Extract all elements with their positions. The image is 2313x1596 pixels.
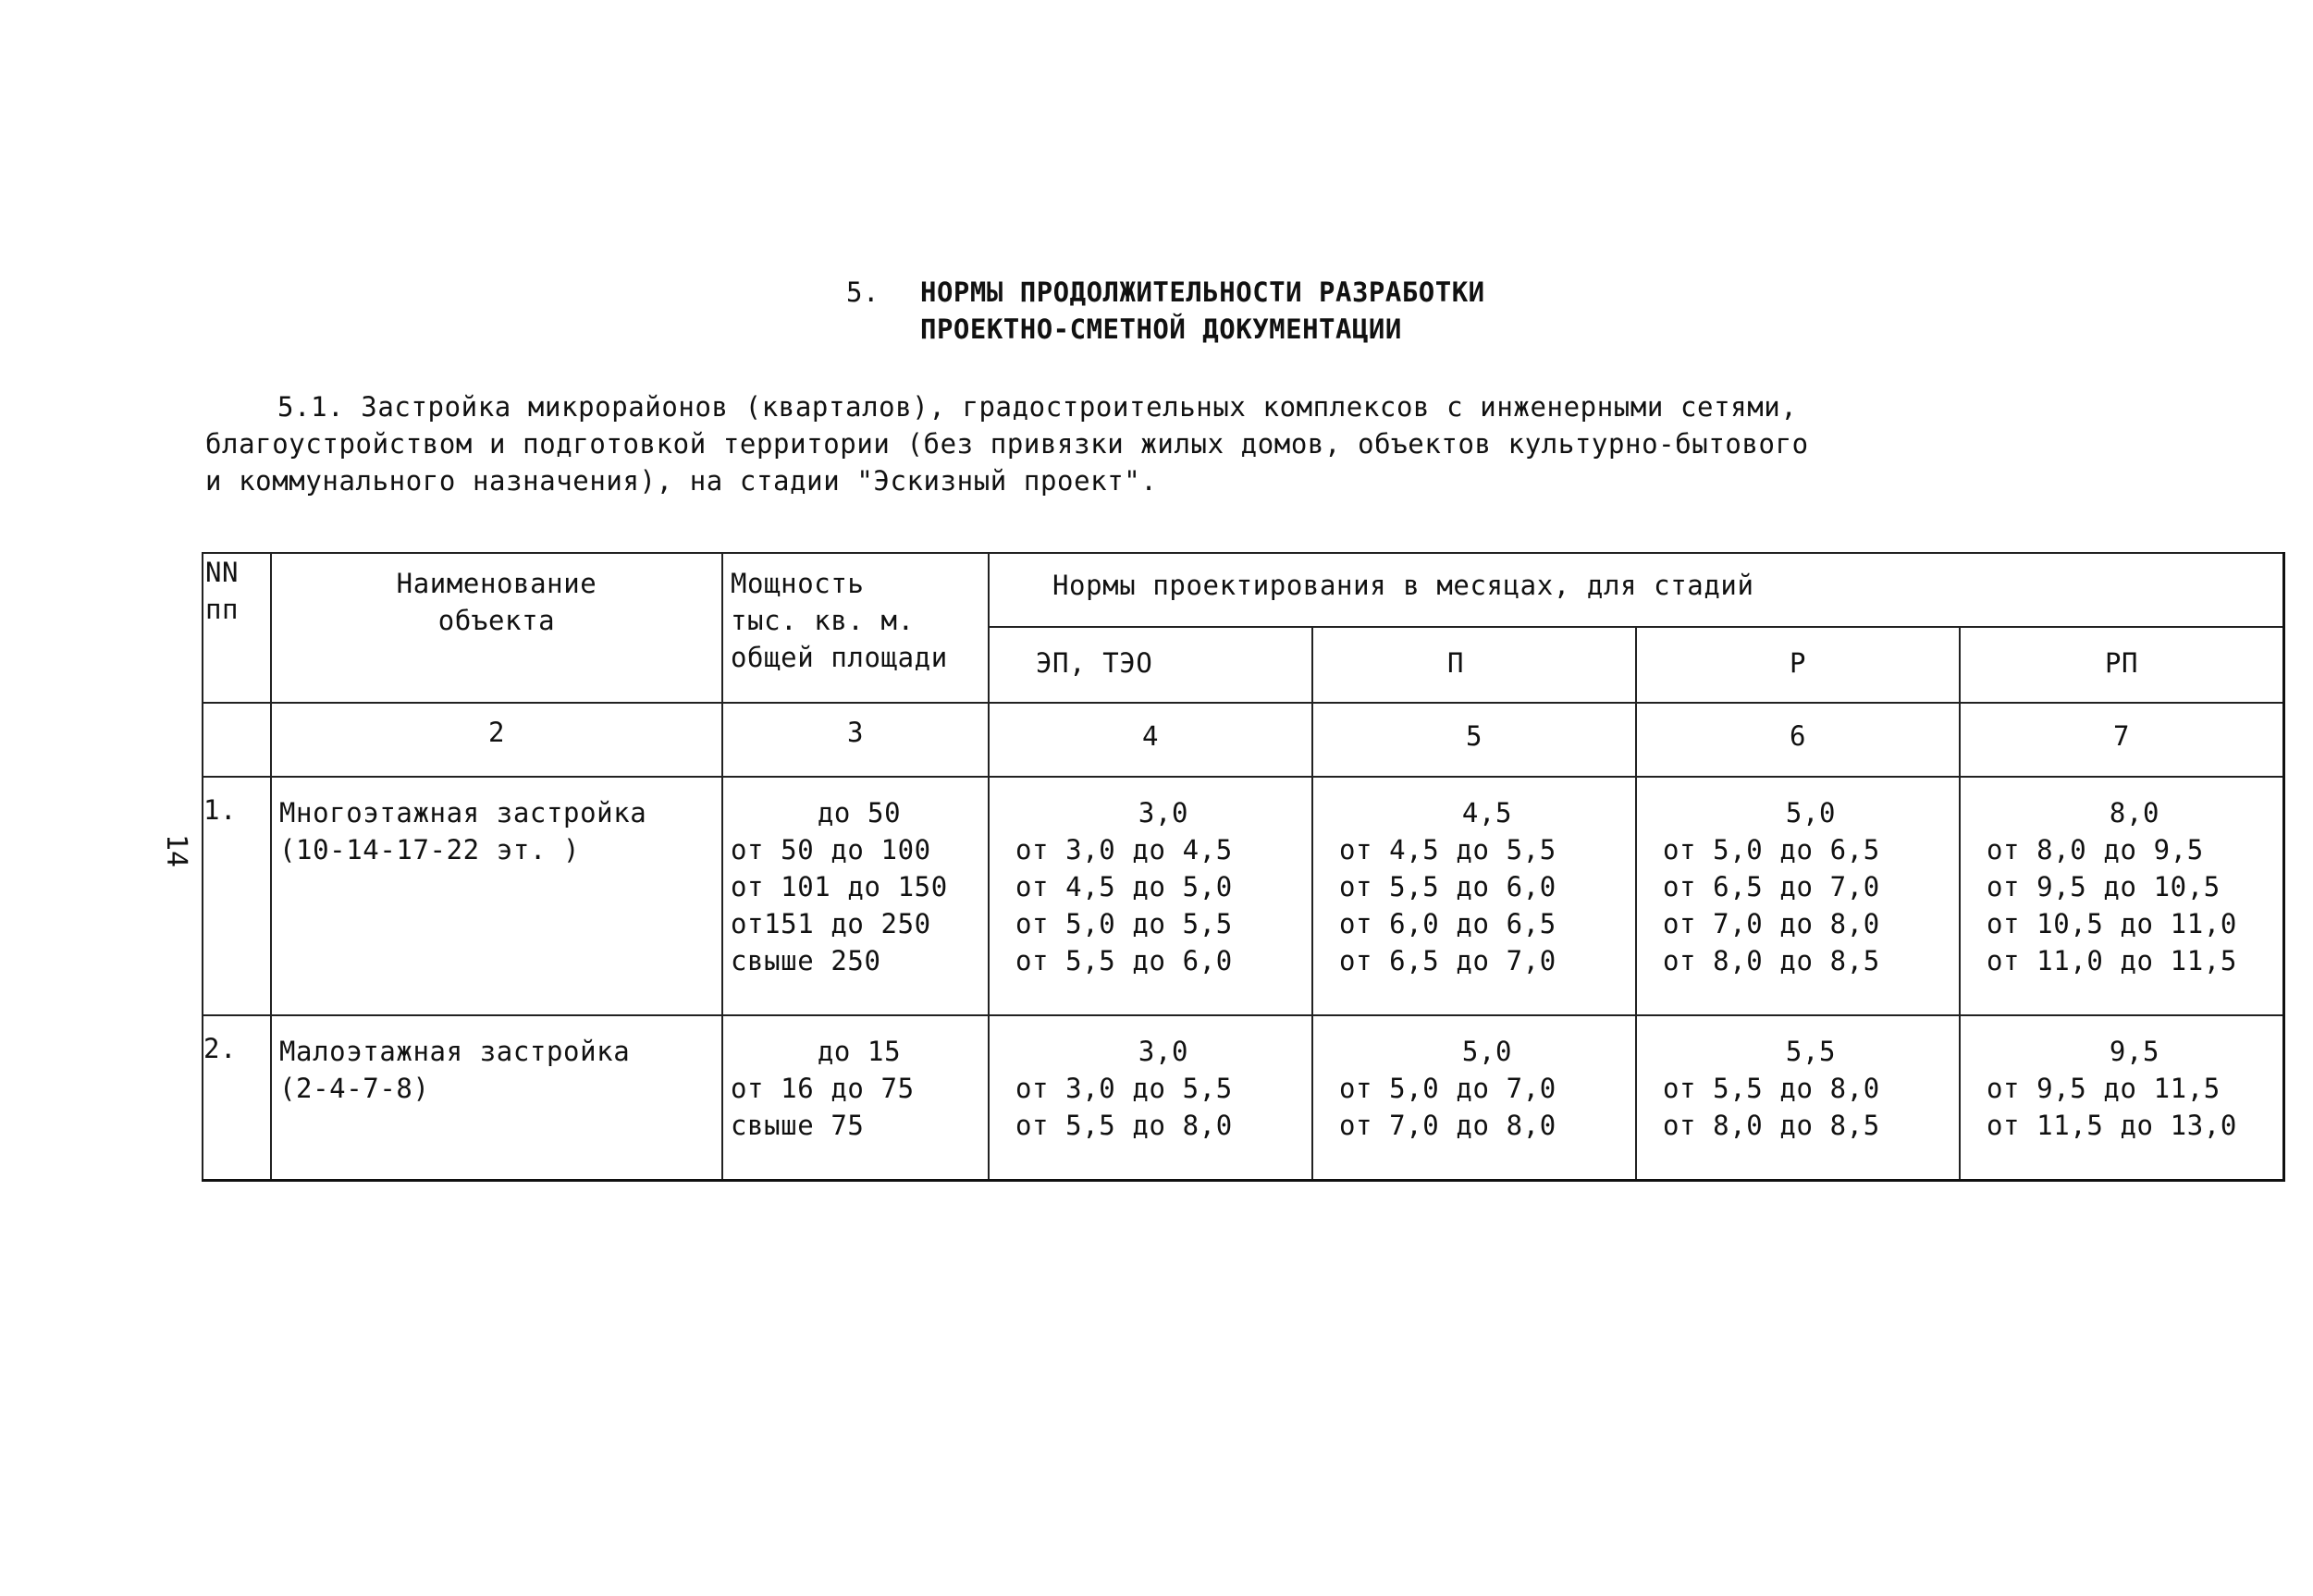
norm-value: от 5,5 до 6,0 — [1015, 945, 1233, 976]
header-name-text: Наименование объекта — [396, 568, 597, 636]
column-number: 2 — [271, 703, 722, 777]
section-title-line-2: ПРОЕКТНО-СМЕТНОЙ ДОКУМЕНТАЦИИ — [920, 313, 1402, 345]
capacity-value: до 50 — [817, 797, 902, 829]
capacity-value: от 50 до 100 — [731, 834, 931, 866]
row-r — [1636, 777, 1960, 1015]
norm-value: от 4,5 до 5,5 — [1339, 834, 1556, 866]
capacity-value: до 15 — [817, 1036, 902, 1067]
row-capacity — [722, 777, 989, 1015]
norm-value: от 10,5 до 11,0 — [1987, 908, 2237, 939]
stage-label: ЭП, ТЭО — [1036, 647, 1153, 679]
column-number: 7 — [1960, 703, 2284, 777]
norm-value: от 5,5 до 6,0 — [1339, 871, 1556, 902]
header-num-text: NN пп — [205, 557, 240, 625]
intro-line: и коммунального назначения), на стадии "Эскизный проект". — [205, 465, 1158, 497]
norm-value: от 5,0 до 7,0 — [1339, 1073, 1556, 1104]
norm-value: 8,0 — [2109, 797, 2160, 829]
column-number: 5 — [1312, 703, 1636, 777]
capacity-value: от 101 до 150 — [731, 871, 948, 902]
norms-table — [202, 552, 2285, 1182]
header-capacity-line: Мощность — [731, 568, 865, 599]
row-number: 1. — [203, 777, 271, 1015]
norm-value: от 6,5 до 7,0 — [1339, 945, 1556, 976]
norm-value: от 3,0 до 4,5 — [1015, 834, 1233, 866]
norm-value: от 7,0 до 8,0 — [1339, 1110, 1556, 1141]
norm-value: от 6,5 до 7,0 — [1663, 871, 1880, 902]
header-num — [203, 553, 271, 703]
stage-header-r — [1636, 627, 1960, 703]
stage-label: РП — [2104, 647, 2139, 679]
intro-paragraph — [205, 388, 2055, 499]
norm-value: от 8,0 до 8,5 — [1663, 945, 1880, 976]
norm-value: от 8,0 до 8,5 — [1663, 1110, 1880, 1141]
norm-value: от 6,0 до 6,5 — [1339, 908, 1556, 939]
row-name-line: Малоэтажная застройка — [279, 1036, 631, 1067]
norm-value: 5,0 — [1461, 1036, 1513, 1067]
header-norms-text: Нормы проектирования в месяцах, для стадий — [1052, 570, 1754, 601]
norm-value: от 3,0 до 5,5 — [1015, 1073, 1233, 1104]
norm-value: 9,5 — [2109, 1036, 2160, 1067]
row-ep-teo — [989, 777, 1312, 1015]
table-row — [203, 777, 2284, 1015]
stage-label: П — [1446, 647, 1465, 679]
capacity-value: от 16 до 75 — [731, 1073, 915, 1104]
row-name-line: Многоэтажная застройка — [279, 797, 647, 829]
row-capacity — [722, 1015, 989, 1181]
section-title-line-1: НОРМЫ ПРОДОЛЖИТЕЛЬНОСТИ РАЗРАБОТКИ — [920, 276, 1485, 308]
table-row — [203, 1015, 2284, 1181]
norm-value: от 5,5 до 8,0 — [1663, 1073, 1880, 1104]
norm-value: от 11,0 до 11,5 — [1987, 945, 2237, 976]
norm-value: 5,5 — [1785, 1036, 1837, 1067]
norm-value: от 5,0 до 6,5 — [1663, 834, 1880, 866]
norm-value: от 5,5 до 8,0 — [1015, 1110, 1233, 1141]
norm-value: от 11,5 до 13,0 — [1987, 1110, 2237, 1141]
row-number: 2. — [203, 1015, 271, 1181]
column-number — [203, 703, 271, 777]
section-number: 5. — [846, 276, 880, 308]
row-name — [271, 777, 722, 1015]
header-name — [271, 553, 722, 703]
row-p — [1312, 777, 1636, 1015]
intro-line: благоустройством и подготовкой территории (без привязки жилых домов, объектов культурно-бытового — [205, 428, 1809, 460]
norm-value: от 4,5 до 5,0 — [1015, 871, 1233, 902]
stage-header-ep-teo — [989, 627, 1312, 703]
row-r — [1636, 1015, 1960, 1181]
stage-header-p — [1312, 627, 1636, 703]
page-number: 14 — [160, 833, 192, 868]
capacity-value: свыше 75 — [731, 1110, 865, 1141]
norm-value: 3,0 — [1138, 797, 1189, 829]
row-p — [1312, 1015, 1636, 1181]
column-number: 3 — [722, 703, 989, 777]
stage-header-rp — [1960, 627, 2284, 703]
header-capacity-line: тыс. кв. м. — [731, 605, 915, 636]
column-number: 6 — [1636, 703, 1960, 777]
column-number-row — [203, 703, 2284, 777]
row-name-line: (2-4-7-8) — [279, 1073, 430, 1104]
capacity-value: от151 до 250 — [731, 908, 931, 939]
norm-value: от 5,0 до 5,5 — [1015, 908, 1233, 939]
norm-value: 4,5 — [1461, 797, 1513, 829]
norm-value: от 8,0 до 9,5 — [1987, 834, 2204, 866]
row-name — [271, 1015, 722, 1181]
header-capacity — [722, 553, 989, 703]
norm-value: от 9,5 до 10,5 — [1987, 871, 2221, 902]
norm-value: 5,0 — [1785, 797, 1837, 829]
row-rp — [1960, 1015, 2284, 1181]
intro-line: 5.1. Застройка микрорайонов (кварталов), градостроительных комплексов с инженерными сетями, — [277, 391, 1798, 423]
column-number: 4 — [989, 703, 1312, 777]
header-row — [203, 553, 2284, 627]
capacity-value: свыше 250 — [731, 945, 881, 976]
header-capacity-line: общей площади — [731, 642, 948, 673]
row-name-line: (10-14-17-22 эт. ) — [279, 834, 581, 866]
row-rp — [1960, 777, 2284, 1015]
norm-value: от 9,5 до 11,5 — [1987, 1073, 2221, 1104]
header-norms — [989, 553, 2284, 627]
norm-value: 3,0 — [1138, 1036, 1189, 1067]
row-ep-teo — [989, 1015, 1312, 1181]
norm-value: от 7,0 до 8,0 — [1663, 908, 1880, 939]
stage-label: Р — [1789, 647, 1807, 679]
